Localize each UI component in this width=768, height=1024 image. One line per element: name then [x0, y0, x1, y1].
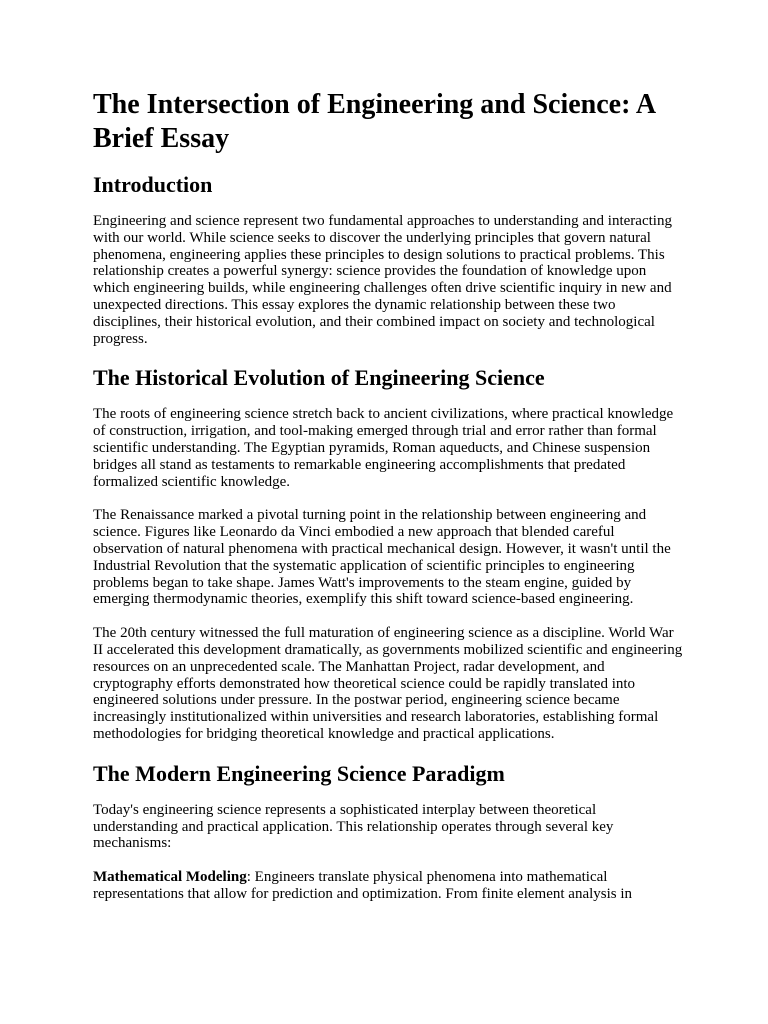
document-page	[93, 88, 683, 920]
section-heading-historical-evolution: The Historical Evolution of Engineering Science	[93, 365, 545, 391]
history-paragraph-20th-century: The 20th century witnessed the full maturation of engineering science as a discipline. World War II accelerated this development dramatically, as governments mobilized scientific and engineering resources on an unprecedented scale. The Manhattan Project, radar development, and cryptography efforts demonstrated how theoretical science could be rapidly translated into engineered solutions under pressure. In the postwar period, engineering science became increasingly institutionalized within universities and research laboratories, establishing formal methodologies for bridging theoretical knowledge and practical applications.	[93, 625, 683, 742]
modern-paragraph-intro: Today's engineering science represents a sophisticated interplay between theoretical understanding and practical application. This relationship operates through several key mechanisms:	[93, 801, 614, 852]
section-heading-introduction: Introduction	[93, 172, 213, 197]
section-heading-modern-paradigm: The Modern Engineering Science Paradigm	[93, 760, 505, 786]
history-paragraph-renaissance: The Renaissance marked a pivotal turning point in the relationship between engineering and science. Figures like Leonardo da Vinci embodied a new approach that blended careful observation of natural phenomena with practical mechanical design. However, it wasn't until the Industrial Revolution that the systematic application of scientific principles to engineering problems began to take shape. James Watt's improvements to the steam engine, guided by emerging thermodynamic theories, exemplify this shift toward science-based engineering.	[93, 507, 671, 608]
mathematical-modeling-term: Mathematical Modeling	[93, 869, 247, 886]
document-title: The Intersection of Engineering and Science: A Brief Essay	[93, 89, 655, 154]
mathematical-modeling-paragraph	[93, 869, 683, 903]
mathematical-modeling-text: : Engineers translate physical phenomena into mathematical representations that allow for prediction and optimization. From finite element analysis in	[93, 869, 633, 902]
intro-paragraph: Engineering and science represent two fundamental approaches to understanding and interacting with our world. While science seeks to discover the underlying principles that govern natural phenomena, engineering applies these principles to design solutions to practical problems. This relationship creates a powerful synergy: science provides the foundation of knowledge upon which engineering builds, while engineering challenges often drive scientific inquiry in new and unexpected directions. This essay explores the dynamic relationship between these two disciplines, their historical evolution, and their combined impact on society and technological progress.	[93, 213, 672, 347]
history-paragraph-ancient: The roots of engineering science stretch back to ancient civilizations, where practical knowledge of construction, irrigation, and tool-making emerged through trial and error rather than formal scientific understanding. The Egyptian pyramids, Roman aqueducts, and Chinese suspension bridges all stand as testaments to remarkable engineering accomplishments that predated formalized scientific knowledge.	[93, 406, 674, 490]
